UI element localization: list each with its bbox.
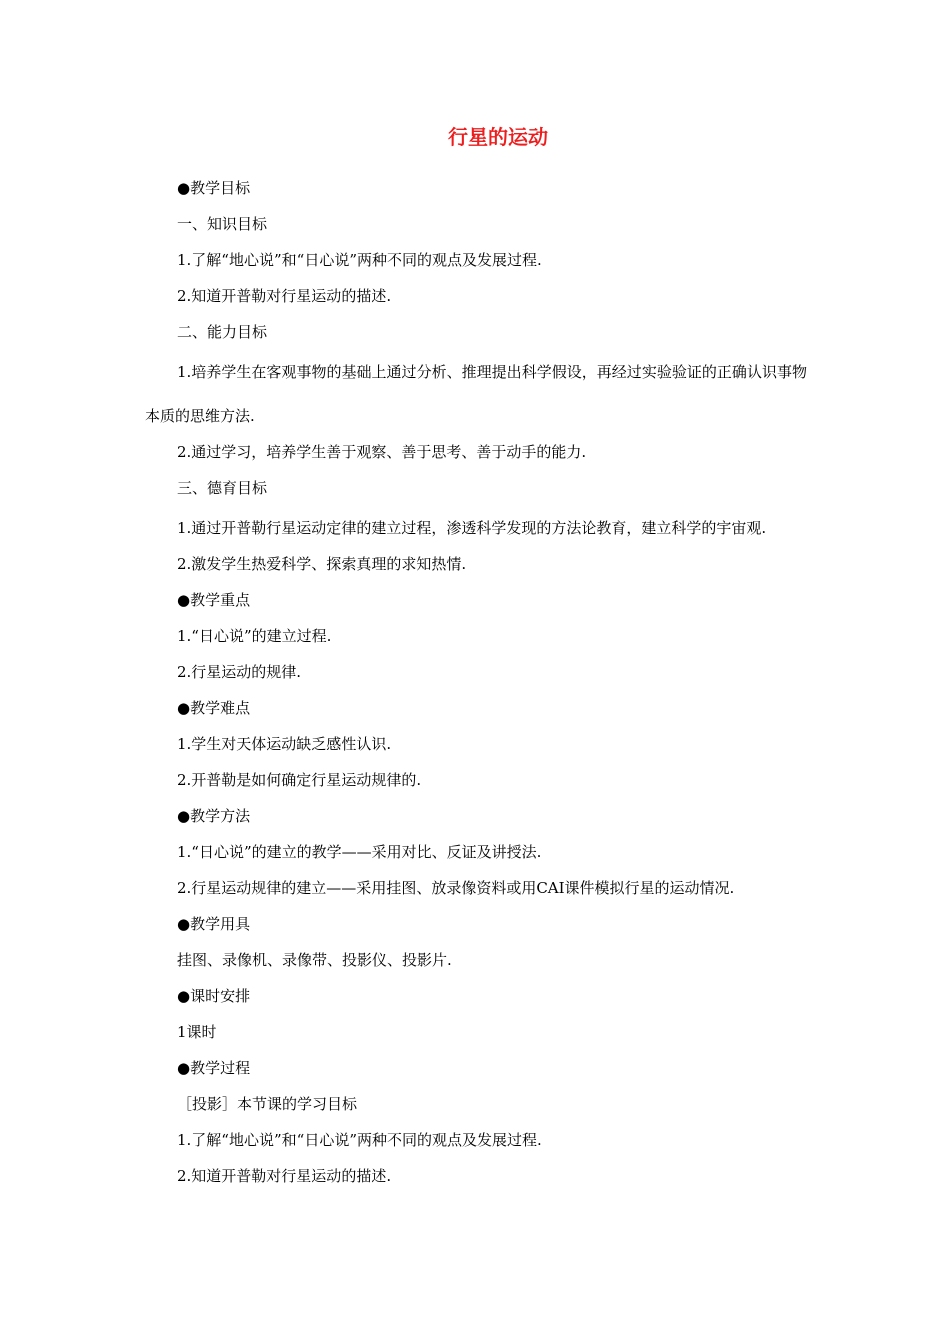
section-heading-tools: ●教学用具 [177, 915, 251, 933]
paragraph: 1课时 [177, 1023, 217, 1041]
section-heading-objectives: ●教学目标 [177, 179, 251, 197]
paragraph: 2.通过学习，培养学生善于观察、善于思考、善于动手的能力. [177, 443, 587, 461]
paragraph: ［投影］本节课的学习目标 [177, 1095, 358, 1113]
paragraph: 2.开普勒是如何确定行星运动规律的. [177, 771, 422, 789]
document-body [145, 170, 807, 1194]
paragraph: 2.行星运动的规律. [177, 663, 302, 681]
section-heading-methods: ●教学方法 [177, 807, 251, 825]
paragraph: 挂图、录像机、录像带、投影仪、投影片. [177, 951, 452, 969]
subheading-knowledge: 一、知识目标 [177, 215, 268, 233]
paragraph: 2.知道开普勒对行星运动的描述. [177, 287, 392, 305]
paragraph: 1.“日心说”的建立过程. [177, 627, 332, 645]
subheading-ability: 二、能力目标 [177, 323, 268, 341]
section-heading-process: ●教学过程 [177, 1059, 251, 1077]
paragraph: 2.激发学生热爱科学、探索真理的求知热情. [177, 555, 467, 573]
paragraph: 1.学生对天体运动缺乏感性认识. [177, 735, 392, 753]
paragraph: 1.了解“地心说”和“日心说”两种不同的观点及发展过程. [177, 1131, 542, 1149]
paragraph: 1.通过开普勒行星运动定律的建立过程，渗透科学发现的方法论教育，建立科学的宇宙观. [177, 519, 767, 537]
paragraph: 1.了解“地心说”和“日心说”两种不同的观点及发展过程. [177, 251, 542, 269]
section-heading-difficulties: ●教学难点 [177, 699, 251, 717]
paragraph: 1.培养学生在客观事物的基础上通过分析、推理提出科学假设，再经过实验验证的正确认识事物本质的思维方法. [145, 363, 807, 425]
paragraph: 2.行星运动规律的建立——采用挂图、放录像资料或用CAI课件模拟行星的运动情况. [177, 879, 735, 897]
paragraph: 1.“日心说”的建立的教学——采用对比、反证及讲授法. [177, 843, 542, 861]
paragraph: 2.知道开普勒对行星运动的描述. [177, 1167, 392, 1185]
document-title: 行星的运动 [448, 125, 548, 149]
section-heading-key-points: ●教学重点 [177, 591, 251, 609]
section-heading-schedule: ●课时安排 [177, 987, 251, 1005]
subheading-moral: 三、德育目标 [177, 479, 268, 497]
